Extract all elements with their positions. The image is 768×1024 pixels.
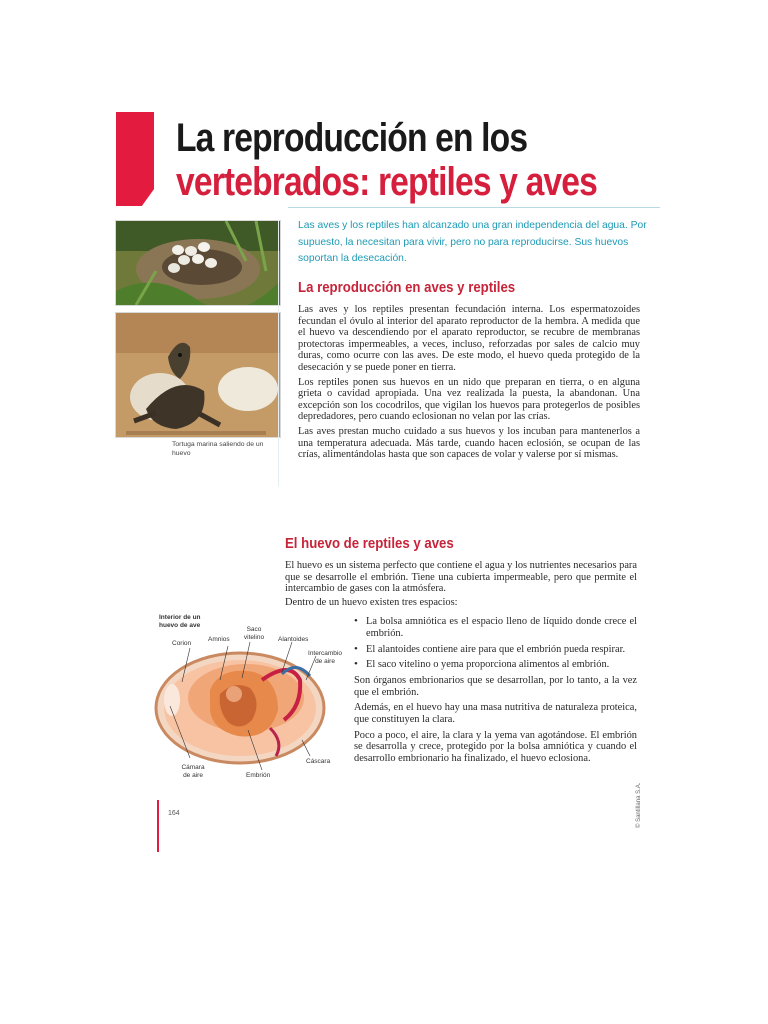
label-embrion: Embrión bbox=[246, 772, 271, 779]
turtle-hatching-photo bbox=[115, 312, 281, 438]
section2-paragraph-1: El huevo es un sistema perfecto que contiene el agua y los nutrientes necesarios para que se desarrolle el embrión. Tiene una cubierta impermeable, pero que permite el intercambio de gases con la atmósfera. bbox=[285, 560, 637, 595]
page-accent-line bbox=[157, 800, 159, 852]
copyright-notice: © Santillana S.A. bbox=[636, 782, 642, 828]
nest-eggs-photo bbox=[115, 220, 281, 306]
page-number: 164 bbox=[168, 810, 180, 817]
section1-paragraph-1: Las aves y los reptiles presentan fecundación interna. Los espermatozoides fecundan el óvulo al interior del aparato reproductor de la hembra. A medida que el huevo va descendiendo por el aparato reproductor, se recubre de membranas protectoras impermeables, a veces, incluso, reforzadas por sales de calcio muy duras, como ocurre con las aves. De este modo, el huevo queda protegido de la desecación y se puede poner en tierra. bbox=[298, 304, 640, 373]
section2-paragraph-3: Son órganos embrionarios que se desarrollan, por lo tanto, a la vez que el embrión. bbox=[354, 675, 637, 698]
label-cascara: Cáscara bbox=[306, 758, 331, 765]
list-item: • El alantoides contiene aire para que el embrión pueda respirar. bbox=[354, 644, 637, 656]
egg-spaces-list bbox=[354, 616, 637, 671]
list-item: • La bolsa amniótica es el espacio lleno de líquido donde crece el embrión. bbox=[354, 616, 637, 640]
title-accent-bar bbox=[116, 112, 154, 206]
label-corion: Corion bbox=[172, 640, 192, 647]
label-camara-de-aire: Cámara de aire bbox=[181, 764, 205, 779]
section2-list-and-text bbox=[354, 616, 637, 764]
section2-paragraph-4: Además, en el huevo hay una masa nutritiva de naturaleza proteica, que constituyen la clara. bbox=[354, 702, 637, 725]
label-intercambio: Intercambio de aire bbox=[308, 650, 342, 665]
intro-text: Las aves y los reptiles han alcanzado una gran independencia del agua. Por supuesto, la necesitan para vivir, pero no para reproducirse. Sus huevos soportan la desecación. bbox=[298, 220, 647, 264]
turtle-image bbox=[116, 313, 280, 437]
list-item: • El saco vitelino o yema proporciona alimentos al embrión. bbox=[354, 659, 637, 671]
section2-heading: El huevo de reptiles y aves bbox=[285, 535, 454, 552]
nest-eggs-image bbox=[116, 221, 280, 305]
section2-intro bbox=[285, 560, 637, 608]
section1-paragraph-2: Los reptiles ponen sus huevos en un nido que preparan en tierra, o en alguna grieta o cavidad apropiada. Una vez realizada la puesta, la abandonan. Una excepción son los cocodrilos, que vigilan los huevos para protegerlos de posibles depredadores, pero cuando eclosionan no velan por las crías. bbox=[298, 376, 640, 423]
label-amnios: Amnios bbox=[208, 636, 230, 643]
section2-paragraph-5: Poco a poco, el aire, la clara y la yema van agotándose. El embrión se desarrolla y crece, protegido por la bolsa amniótica y cuando el desarrollo embrionario ha finalizado, el huevo eclosiona. bbox=[354, 729, 637, 764]
diagram-title: Interior de un huevo de ave bbox=[159, 614, 201, 629]
column-divider bbox=[278, 220, 279, 486]
page-title-line-2: vertebrados: reptiles y aves bbox=[176, 160, 597, 204]
label-alantoides: Alantoides bbox=[278, 636, 309, 643]
section1-heading: La reproducción en aves y reptiles bbox=[298, 279, 516, 296]
label-saco-vitelino: Saco vitelino bbox=[243, 626, 265, 641]
section2-paragraph-2: Dentro de un huevo existen tres espacios: bbox=[285, 596, 458, 608]
section1-body bbox=[298, 304, 640, 461]
title-divider bbox=[288, 207, 660, 208]
photo-caption: Tortuga marina saliendo de un huevo bbox=[172, 441, 264, 457]
egg-diagram bbox=[150, 610, 350, 790]
page-title-line-1: La reproducción en los bbox=[176, 116, 528, 160]
section1-paragraph-3: Las aves prestan mucho cuidado a sus huevos y los incuban para mantenerlos a una temperatura adecuada. Más tarde, cuando hacen eclosión, se ocupan de las crías, alimentándolas hasta que son capaces de volar y valerse por sí mismas. bbox=[298, 425, 640, 461]
